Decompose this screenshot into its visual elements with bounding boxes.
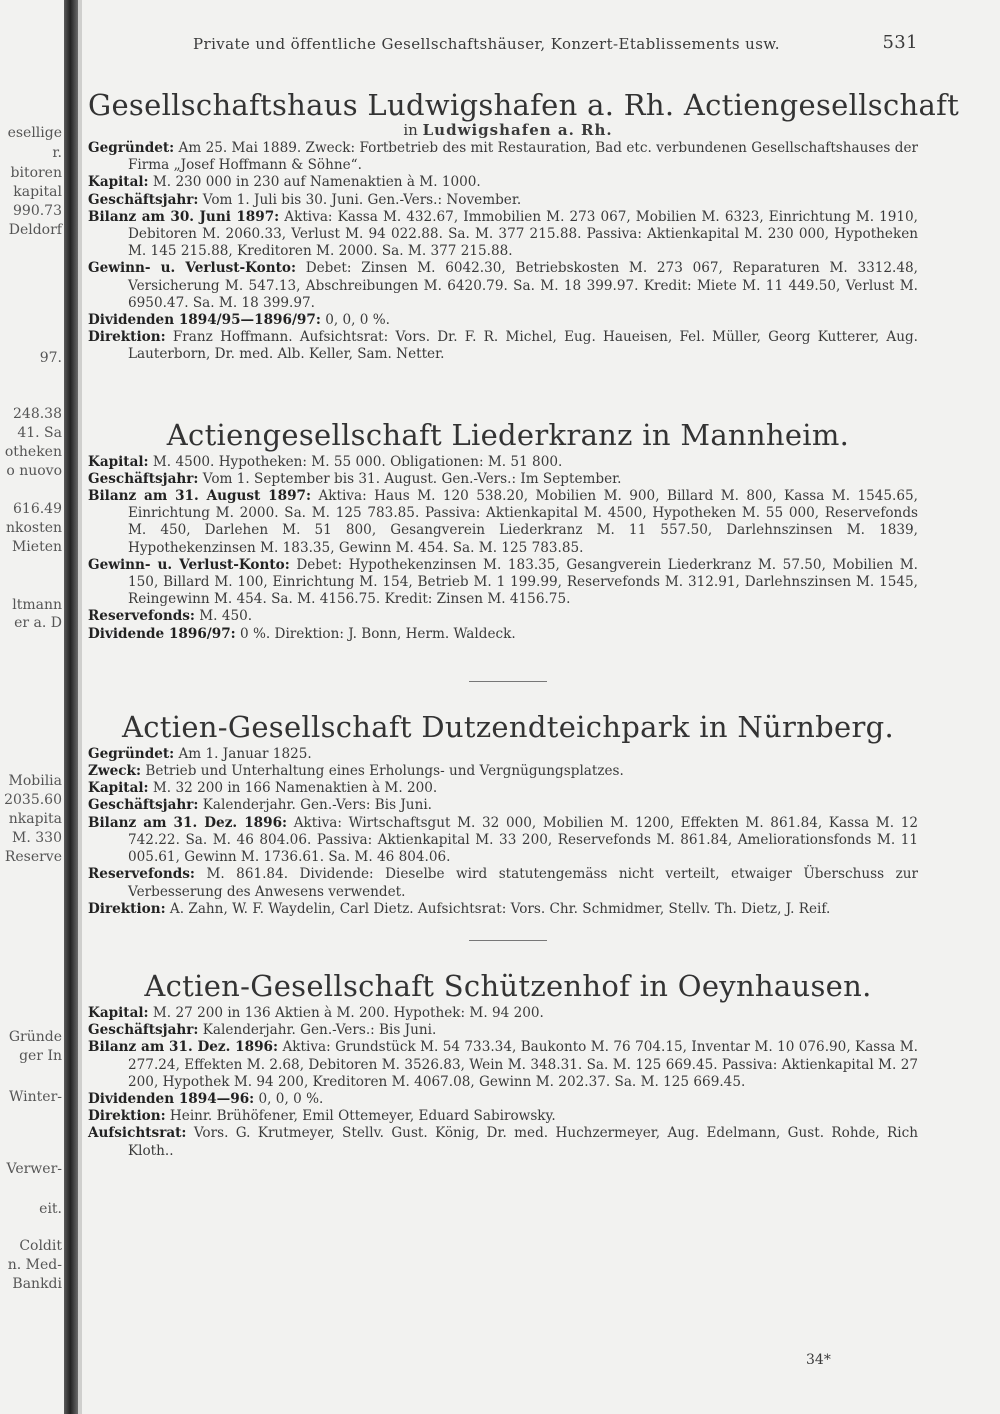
entry <box>88 174 918 191</box>
entry <box>88 192 918 209</box>
section-title: Actien-Gesellschaft Dutzendteichpark in Nürnberg. <box>122 709 894 744</box>
entry-text: 0 %. Direktion: J. Bonn, Herm. Waldeck. <box>240 625 516 642</box>
entry-label: Dividende 1896/97: <box>88 625 236 642</box>
entry-text: Kalenderjahr. Gen.-Vers.: Bis Juni. <box>202 1022 437 1039</box>
document-page <box>88 30 960 1160</box>
entry-text: A. Zahn, W. F. Waydelin, Carl Dietz. Aufsichtsrat: Vors. Chr. Schmidmer, Stellv. Th. Dietz, J. Reif. <box>169 900 831 917</box>
margin-fragment: kapital <box>13 184 62 200</box>
entry-text: Betrieb und Unterhaltung eines Erholungs- und Vergnügungsplatzes. <box>145 763 624 780</box>
entry-text: Franz Hoffmann. Aufsichtsrat: Vors. Dr. F. R. Michel, Eug. Haueisen, Fel. Müller, Georg Kutterer, Aug. Lauterborn, Dr. med. Alb. Keller, Sam. Netter. <box>128 329 918 363</box>
margin-fragment: nkosten <box>5 520 62 536</box>
entry-text: Debet: Hypothekenzinsen M. 183.35, Gesangverein Liederkranz M. 57.50, Mobilien M. 150, Billard M. 100, Einrichtung M. 154, Betrieb M. 1 199.99, Reservefonds M. 312.91, Darlehnszinsen M. 1545, Reingewinn M. 454. Sa. M. 4156.75. Kredit: Zinsen M. 4156.75. <box>128 556 918 608</box>
entry-text: Am 1. Januar 1825. <box>178 745 312 762</box>
entry-text: Aktiva: Haus M. 120 538.20, Mobilien M. 900, Billard M. 800, Kassa M. 1545.65, Einrichtung M. 2000. Sa. M. 125 783.85. Passiva: Aktienkapital M. 4500, Hypotheken M. 55 000, Reservefonds M. 450, Darlehen M. 51 800, Gesangverein Liederkranz M. 11 557.50, Darlehnszinsen M. 1839, Hypothekenzinsen M. 183.35, Gewinn M. 454. Sa. M. 125 783.85. <box>128 488 918 556</box>
entry-label: Direktion: <box>88 900 166 917</box>
entry-label: Bilanz am 31. August 1897: <box>88 488 312 505</box>
entry-label: Zweck: <box>88 763 141 780</box>
entry-label: Geschäftsjahr: <box>88 191 199 208</box>
running-title: Private und öffentliche Gesellschaftshäuser, Konzert-Etablissements usw. <box>193 35 780 53</box>
book-gutter <box>64 0 78 1414</box>
entry <box>88 557 918 609</box>
margin-fragment: bitoren <box>10 165 62 181</box>
section-separator <box>469 940 547 941</box>
entry-label: Gegründet: <box>88 745 175 762</box>
entry <box>88 260 918 312</box>
entry <box>88 471 918 488</box>
margin-fragment: Mieten <box>11 539 62 555</box>
entry <box>88 209 918 261</box>
margin-fragment: er a. D <box>14 615 62 631</box>
section-title: Actiengesellschaft Liederkranz in Mannheim. <box>166 417 850 452</box>
subtitle-place: Ludwigshafen a. Rh. <box>422 121 613 139</box>
entry <box>88 454 918 471</box>
entry <box>88 815 918 867</box>
margin-fragment: 97. <box>39 350 62 366</box>
margin-fragment: 41. Sa <box>17 425 62 441</box>
margin-fragment: eit. <box>39 1201 62 1217</box>
entry <box>88 780 918 797</box>
entry-label: Geschäftsjahr: <box>88 1022 199 1039</box>
entry-label: Direktion: <box>88 329 166 346</box>
section-separator <box>469 681 547 682</box>
entry-label: Geschäftsjahr: <box>88 470 199 487</box>
entry-label: Gewinn- u. Verlust-Konto: <box>88 556 290 573</box>
entry <box>88 866 918 900</box>
entry <box>88 901 918 918</box>
company-section <box>88 967 928 1160</box>
margin-fragment: 616.49 <box>13 501 62 517</box>
entry <box>88 140 918 174</box>
margin-fragment: Mobilia <box>8 773 62 789</box>
margin-fragment: ger In <box>19 1048 62 1064</box>
facing-page-margin <box>0 0 64 1414</box>
margin-fragment: 2035.60 <box>4 792 62 808</box>
company-section <box>88 416 928 643</box>
margin-fragment: Gründe <box>8 1029 62 1045</box>
signature-mark: 34* <box>806 1352 831 1368</box>
margin-fragment: n. Med- <box>7 1257 62 1273</box>
entry-label: Direktion: <box>88 1108 166 1125</box>
margin-fragment: otheken <box>4 444 62 460</box>
entry-text: Heinr. Brühöfener, Emil Ottemeyer, Eduard Sabirowsky. <box>169 1108 556 1125</box>
entry <box>88 626 918 643</box>
entry-label: Kapital: <box>88 453 149 470</box>
entry <box>88 1125 918 1159</box>
margin-fragment: Winter- <box>9 1089 62 1105</box>
entry <box>88 1091 918 1108</box>
entry-text: Am 25. Mai 1889. Zweck: Fortbetrieb des mit Restauration, Bad etc. verbundenen Gesellschaftshauses der Firma „Josef Hoffmann & Söhne“. <box>128 140 918 174</box>
entry-text: 0, 0, 0 %. <box>258 1090 324 1107</box>
entry-label: Dividenden 1894/95—1896/97: <box>88 312 321 329</box>
entry-label: Gewinn- u. Verlust-Konto: <box>88 260 296 277</box>
entry-text: Debet: Zinsen M. 6042.30, Betriebskosten M. 273 067, Reparaturen M. 3312.48, Versicherung M. 547.13, Abschreibungen M. 6420.79. Sa. M. 18 399.97. Kredit: Miete M. 11 449.50, Verlust M. 6950.47. Sa. M. 18 399.97. <box>128 260 918 311</box>
entry-label: Kapital: <box>88 780 149 797</box>
margin-fragment: esellige <box>7 125 62 141</box>
entry-text: 0, 0, 0 %. <box>325 312 390 329</box>
margin-fragment: M. 330 <box>12 830 62 846</box>
margin-fragment: o nuovo <box>6 463 62 479</box>
entry <box>88 746 918 763</box>
entry <box>88 1039 918 1091</box>
entry-label: Bilanz am 31. Dez. 1896: <box>88 1039 279 1056</box>
margin-fragment: Reserve <box>4 849 62 865</box>
company-section <box>88 86 960 364</box>
entry-text: M. 230 000 in 230 auf Namenaktien à M. 1000. <box>152 174 481 191</box>
entry-text: M. 27 200 in 136 Aktien à M. 200. Hypothek: M. 94 200. <box>152 1004 544 1021</box>
entry-label: Kapital: <box>88 174 149 191</box>
entry-text: M. 32 200 in 166 Namenaktien à M. 200. <box>152 780 438 797</box>
entry-label: Reservefonds: <box>88 608 195 625</box>
entry-label: Kapital: <box>88 1004 149 1021</box>
margin-fragment: Deldorf <box>8 222 62 238</box>
margin-fragment: Coldit <box>19 1238 62 1254</box>
margin-fragment: 248.38 <box>13 406 62 422</box>
margin-fragment: Bankdi <box>12 1276 62 1292</box>
entry-label: Bilanz am 30. Juni 1897: <box>88 208 280 225</box>
entry-text: Vom 1. September bis 31. August. Gen.-Vers.: Im September. <box>202 470 622 487</box>
entry <box>88 1108 918 1125</box>
entry <box>88 312 918 329</box>
gutter-edge <box>78 0 82 1414</box>
subtitle-prefix: in <box>403 121 418 139</box>
entry-label: Dividenden 1894—96: <box>88 1090 255 1107</box>
company-section <box>88 708 928 918</box>
entry-text: Aktiva: Wirtschaftsgut M. 32 000, Mobilien M. 1200, Effekten M. 861.84, Kassa M. 12 742.22. Sa. M. 46 804.06. Passiva: Aktienkapital M. 33 200, Reservefonds M. 861.84, Ameliorationsfonds M. 11 005.61, Gewinn M. 1736.61. Sa. M. 46 804.06. <box>128 814 918 866</box>
entry <box>88 763 918 780</box>
entry-text: M. 4500. Hypotheken: M. 55 000. Obligationen: M. 51 800. <box>152 453 563 470</box>
running-header <box>88 30 928 56</box>
entry <box>88 488 918 557</box>
entry-label: Aufsichtsrat: <box>88 1125 187 1142</box>
entry <box>88 1022 918 1039</box>
entry <box>88 608 918 625</box>
entry-text: Aktiva: Kassa M. 432.67, Immobilien M. 273 067, Mobilien M. 6323, Einrichtung M. 1910, Debitoren M. 2060.33, Verlust M. 94 022.88. Sa. M. 377 215.88. Passiva: Aktienkapital M. 230 000, Hypotheken M. 145 215.88, Kreditoren M. 2000. Sa. M. 377 215.88. <box>128 208 919 260</box>
entry <box>88 329 918 363</box>
entry-text: Kalenderjahr. Gen.-Vers: Bis Juni. <box>202 797 432 814</box>
page-number: 531 <box>882 32 918 53</box>
entry <box>88 797 918 814</box>
margin-fragment: Verwer- <box>6 1161 62 1177</box>
entry-text: Vors. G. Krutmeyer, Stellv. Gust. König, Dr. med. Huchzermeyer, Aug. Edelmann, Gust. Rohde, Rich Kloth.. <box>128 1125 918 1159</box>
entry <box>88 1005 918 1022</box>
margin-fragment: r. <box>52 145 62 161</box>
margin-fragment: nkapita <box>8 811 62 827</box>
entry-label: Gegründet: <box>88 140 175 156</box>
entry-label: Geschäftsjahr: <box>88 797 199 814</box>
section-title: Actien-Gesellschaft Schützenhof in Oeynhausen. <box>144 968 872 1003</box>
entry-label: Reservefonds: <box>88 866 195 883</box>
entry-text: M. 861.84. Dividende: Dieselbe wird statutengemäss nicht verteilt, etwaiger Überschuss zur Verbesserung des Anwesens verwendet. <box>128 866 918 900</box>
margin-fragment: ltmann <box>12 597 62 613</box>
entry-text: Vom 1. Juli bis 30. Juni. Gen.-Vers.: November. <box>202 191 522 208</box>
entry-label: Bilanz am 31. Dez. 1896: <box>88 814 288 831</box>
entry-text: Aktiva: Grundstück M. 54 733.34, Baukonto M. 76 704.15, Inventar M. 10 076.90, Kassa M. 277.24, Effekten M. 2.68, Debitoren M. 3526.83, Wein M. 348.31. Sa. M. 125 669.45. Passiva: Aktienkapital M. 27 200, Hypothek M. 94 200, Kreditoren M. 4067.08, Gewinn M. 202.37. Sa. M. 125 669.45. <box>128 1039 918 1090</box>
section-title: Gesellschaftshaus Ludwigshafen a. Rh. Actiengesellschaft <box>88 88 960 122</box>
entry-text: M. 450. <box>199 608 253 625</box>
margin-fragment: 990.73 <box>13 203 62 219</box>
